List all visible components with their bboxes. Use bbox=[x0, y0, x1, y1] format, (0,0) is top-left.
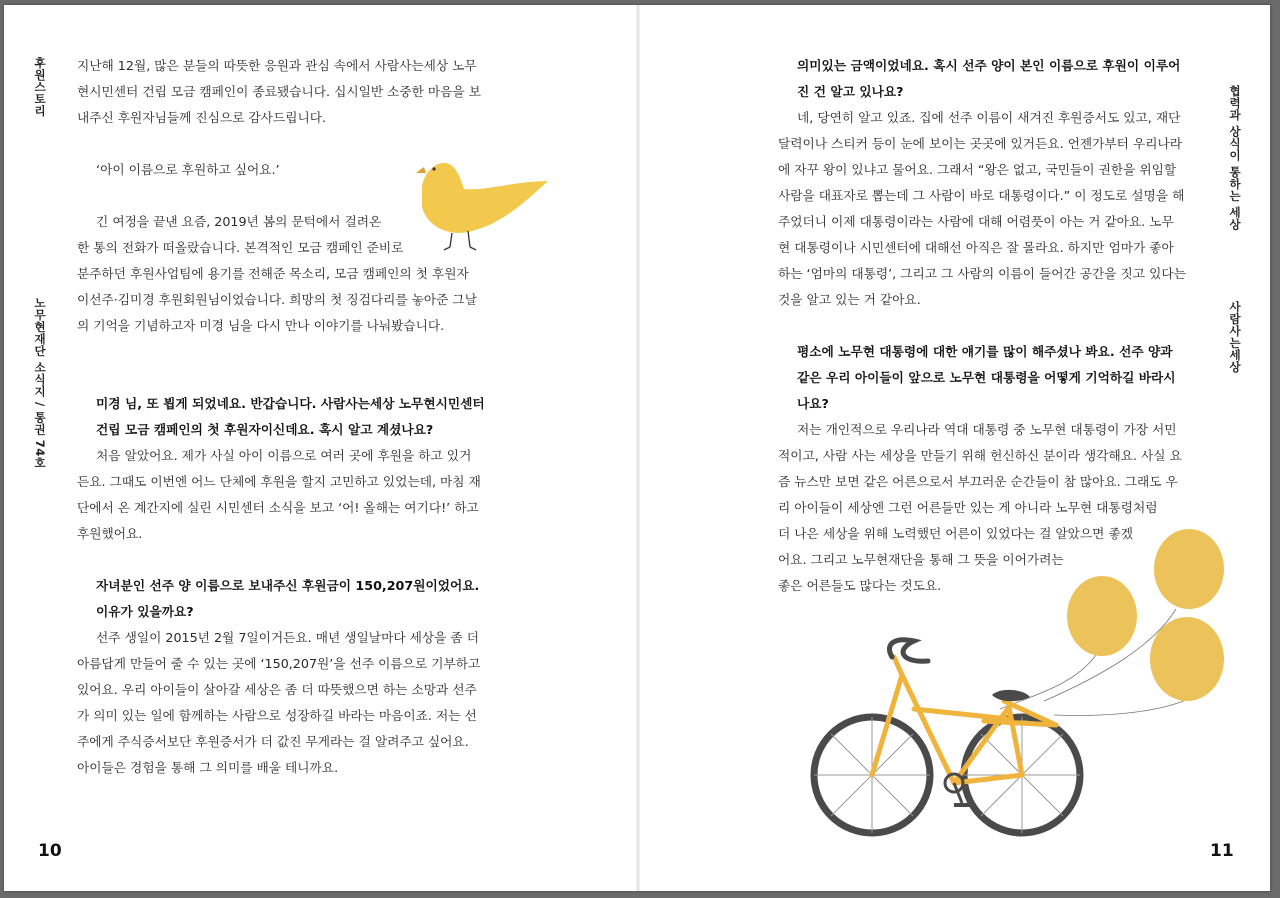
question-4 bbox=[778, 339, 1214, 417]
answer-line: 든요. 그때도 이번엔 어느 단체에 후원을 할지 고민하고 있었는데, 마침 재 bbox=[77, 474, 481, 489]
intro-line: 현시민센터 건립 모금 캠페인이 종료됐습니다. 십시일반 소중한 마음을 보 bbox=[77, 84, 481, 99]
answer-1 bbox=[77, 443, 517, 547]
answer-line: 가 의미 있는 일에 함께하는 사람으로 성장하길 바라는 마음이죠. 저는 선 bbox=[77, 708, 477, 723]
question-3 bbox=[778, 53, 1214, 105]
right-page-number: 11 bbox=[1210, 841, 1234, 861]
yellow-bird-illustration bbox=[416, 155, 556, 255]
answer-line: 더 나은 세상을 위해 노력했던 어른이 있었다는 걸 알았으면 좋겠 bbox=[778, 526, 1133, 541]
answer-line: 현 대통령이나 시민센터에 대해선 아직은 잘 몰라요. 하지만 엄마가 좋아 bbox=[778, 240, 1174, 255]
intro-line: 내주신 후원자님들께 진심으로 감사드립니다. bbox=[77, 110, 326, 125]
answer-line: 어요. 그리고 노무현재단을 통해 그 뜻을 이어가려는 bbox=[778, 552, 1064, 567]
question-1 bbox=[77, 391, 517, 443]
answer-line: 네, 당연히 알고 있죠. 집에 선주 이름이 새겨진 후원증서도 있고, 재단 bbox=[797, 110, 1181, 125]
right-page-body bbox=[778, 53, 1214, 599]
answer-2 bbox=[77, 625, 517, 781]
answer-3 bbox=[778, 105, 1214, 313]
answer-line: 달력이나 스티커 등이 눈에 보이는 곳곳에 있거든요. 언젠가부터 우리나라 bbox=[778, 136, 1182, 151]
balloon bbox=[1154, 529, 1224, 609]
answer-line: 즘 뉴스만 보면 같은 어른으로서 부끄러운 순간들이 참 많아요. 그래도 우 bbox=[778, 474, 1178, 489]
answer-line: 저는 개인적으로 우리나라 역대 대통령 중 노무현 대통령이 가장 서민 bbox=[797, 422, 1177, 437]
answer-line: 주에게 주식증서보단 후원증서가 더 값진 무게라는 걸 알려주고 싶어요. bbox=[77, 734, 469, 749]
answer-line: 하는 ‘엄마의 대통령’, 그리고 그 사람의 이름이 들어간 공간을 짓고 있다는 bbox=[778, 266, 1186, 281]
question-line: 진 건 알고 있나요? bbox=[797, 84, 904, 99]
right-running-header-title: 사람사는세상 bbox=[1228, 301, 1242, 373]
question-line: 평소에 노무현 대통령에 대한 얘기를 많이 해주셨나 봐요. 선주 양과 bbox=[797, 344, 1173, 359]
question-line: 자녀분인 선주 양 이름으로 보내주신 후원금이 150,207원이었어요. bbox=[96, 578, 480, 593]
pull-quote: ‘아이 이름으로 후원하고 싶어요.’ bbox=[96, 162, 280, 177]
answer-line: 것을 알고 있는 거 같아요. bbox=[778, 292, 921, 307]
balloon bbox=[1150, 617, 1224, 701]
question-line: 나요? bbox=[797, 396, 829, 411]
question-line: 건립 모금 캠페인의 첫 후원자이신데요. 혹시 알고 계셨나요? bbox=[96, 422, 434, 437]
story-line: 의 기억을 기념하고자 미경 님을 다시 만나 이야기를 나눠봤습니다. bbox=[77, 318, 445, 333]
answer-line: 단에서 온 계간지에 실린 시민센터 소식을 보고 ‘어! 올해는 여기다!’ 하고 bbox=[77, 500, 479, 515]
story-line: 한 통의 전화가 떠올랐습니다. 본격적인 모금 캠페인 준비로 bbox=[77, 240, 404, 255]
answer-line: 사람을 대표자로 뽑는데 그 사람이 바로 대통령이다.” 이 정도로 설명을 해 bbox=[778, 188, 1185, 203]
intro-line: 지난해 12월, 많은 분들의 따뜻한 응원과 관심 속에서 사람사는세상 노무 bbox=[77, 58, 477, 73]
question-line: 의미있는 금액이었네요. 혹시 선주 양이 본인 이름으로 후원이 이루어 bbox=[797, 58, 1181, 73]
book-gutter bbox=[636, 5, 640, 891]
answer-line: 있어요. 우리 아이들이 살아갈 세상은 좀 더 따뜻했으면 하는 소망과 선주 bbox=[77, 682, 477, 697]
answer-line: 아이들은 경험을 통해 그 의미를 배울 테니까요. bbox=[77, 760, 339, 775]
answer-line: 선주 생일이 2015년 2월 7일이거든요. 매년 생일날마다 세상을 좀 더 bbox=[96, 630, 479, 645]
answer-line: 적이고, 사람 사는 세상을 만들기 위해 헌신하신 분이라 생각해요. 사실 요 bbox=[778, 448, 1182, 463]
intro-paragraph bbox=[77, 53, 517, 131]
answer-line: 후원했어요. bbox=[77, 526, 143, 541]
answer-line: 리 아이들이 세상엔 그런 어른들만 있는 게 아니라 노무현 대통령처럼 bbox=[778, 500, 1158, 515]
bicycle-balloons-illustration bbox=[804, 525, 1234, 845]
balloon bbox=[1067, 576, 1137, 656]
answer-line: 처음 알았어요. 제가 사실 아이 이름으로 여러 곳에 후원을 하고 있거 bbox=[96, 448, 472, 463]
story-line: 긴 여정을 끝낸 요즘, 2019년 봄의 문턱에서 걸려온 bbox=[96, 214, 382, 229]
right-running-header-slogan: 협력과 상식이 통하는 세상 bbox=[1228, 85, 1242, 231]
story-line: 분주하던 후원사업팀에 용기를 전해준 목소리, 모금 캠페인의 첫 후원자 bbox=[77, 266, 469, 281]
question-line: 미경 님, 또 뵙게 되었네요. 반갑습니다. 사람사는세상 노무현시민센터 bbox=[96, 396, 485, 411]
answer-line: 에 자꾸 왕이 있냐고 물어요. 그래서 “왕은 없고, 국민들이 권한을 위임할 bbox=[778, 162, 1177, 177]
answer-line: 주었더니 이제 대통령이라는 사람에 대해 어렴풋이 아는 거 같아요. 노무 bbox=[778, 214, 1174, 229]
left-page-number: 10 bbox=[38, 841, 62, 861]
question-line: 같은 우리 아이들이 앞으로 노무현 대통령을 어떻게 기억하길 바라시 bbox=[797, 370, 1176, 385]
answer-line: 아름답게 만들어 줄 수 있는 곳에 ‘150,207원’을 선주 이름으로 기부하고 bbox=[77, 656, 481, 671]
story-line: 이선주·김미경 후원회원님이었습니다. 희망의 첫 징검다리를 놓아준 그날 bbox=[77, 292, 477, 307]
book-spread bbox=[4, 5, 1270, 891]
bicycle bbox=[814, 640, 1080, 833]
question-line: 이유가 있을까요? bbox=[96, 604, 194, 619]
left-running-header-magazine: 노무현재단 소식지 / 통권 74호 bbox=[33, 297, 47, 469]
left-running-header-section: 후원스토리 bbox=[33, 57, 47, 117]
answer-line: 좋은 어른들도 많다는 것도요. bbox=[778, 578, 942, 593]
question-2 bbox=[77, 573, 517, 625]
